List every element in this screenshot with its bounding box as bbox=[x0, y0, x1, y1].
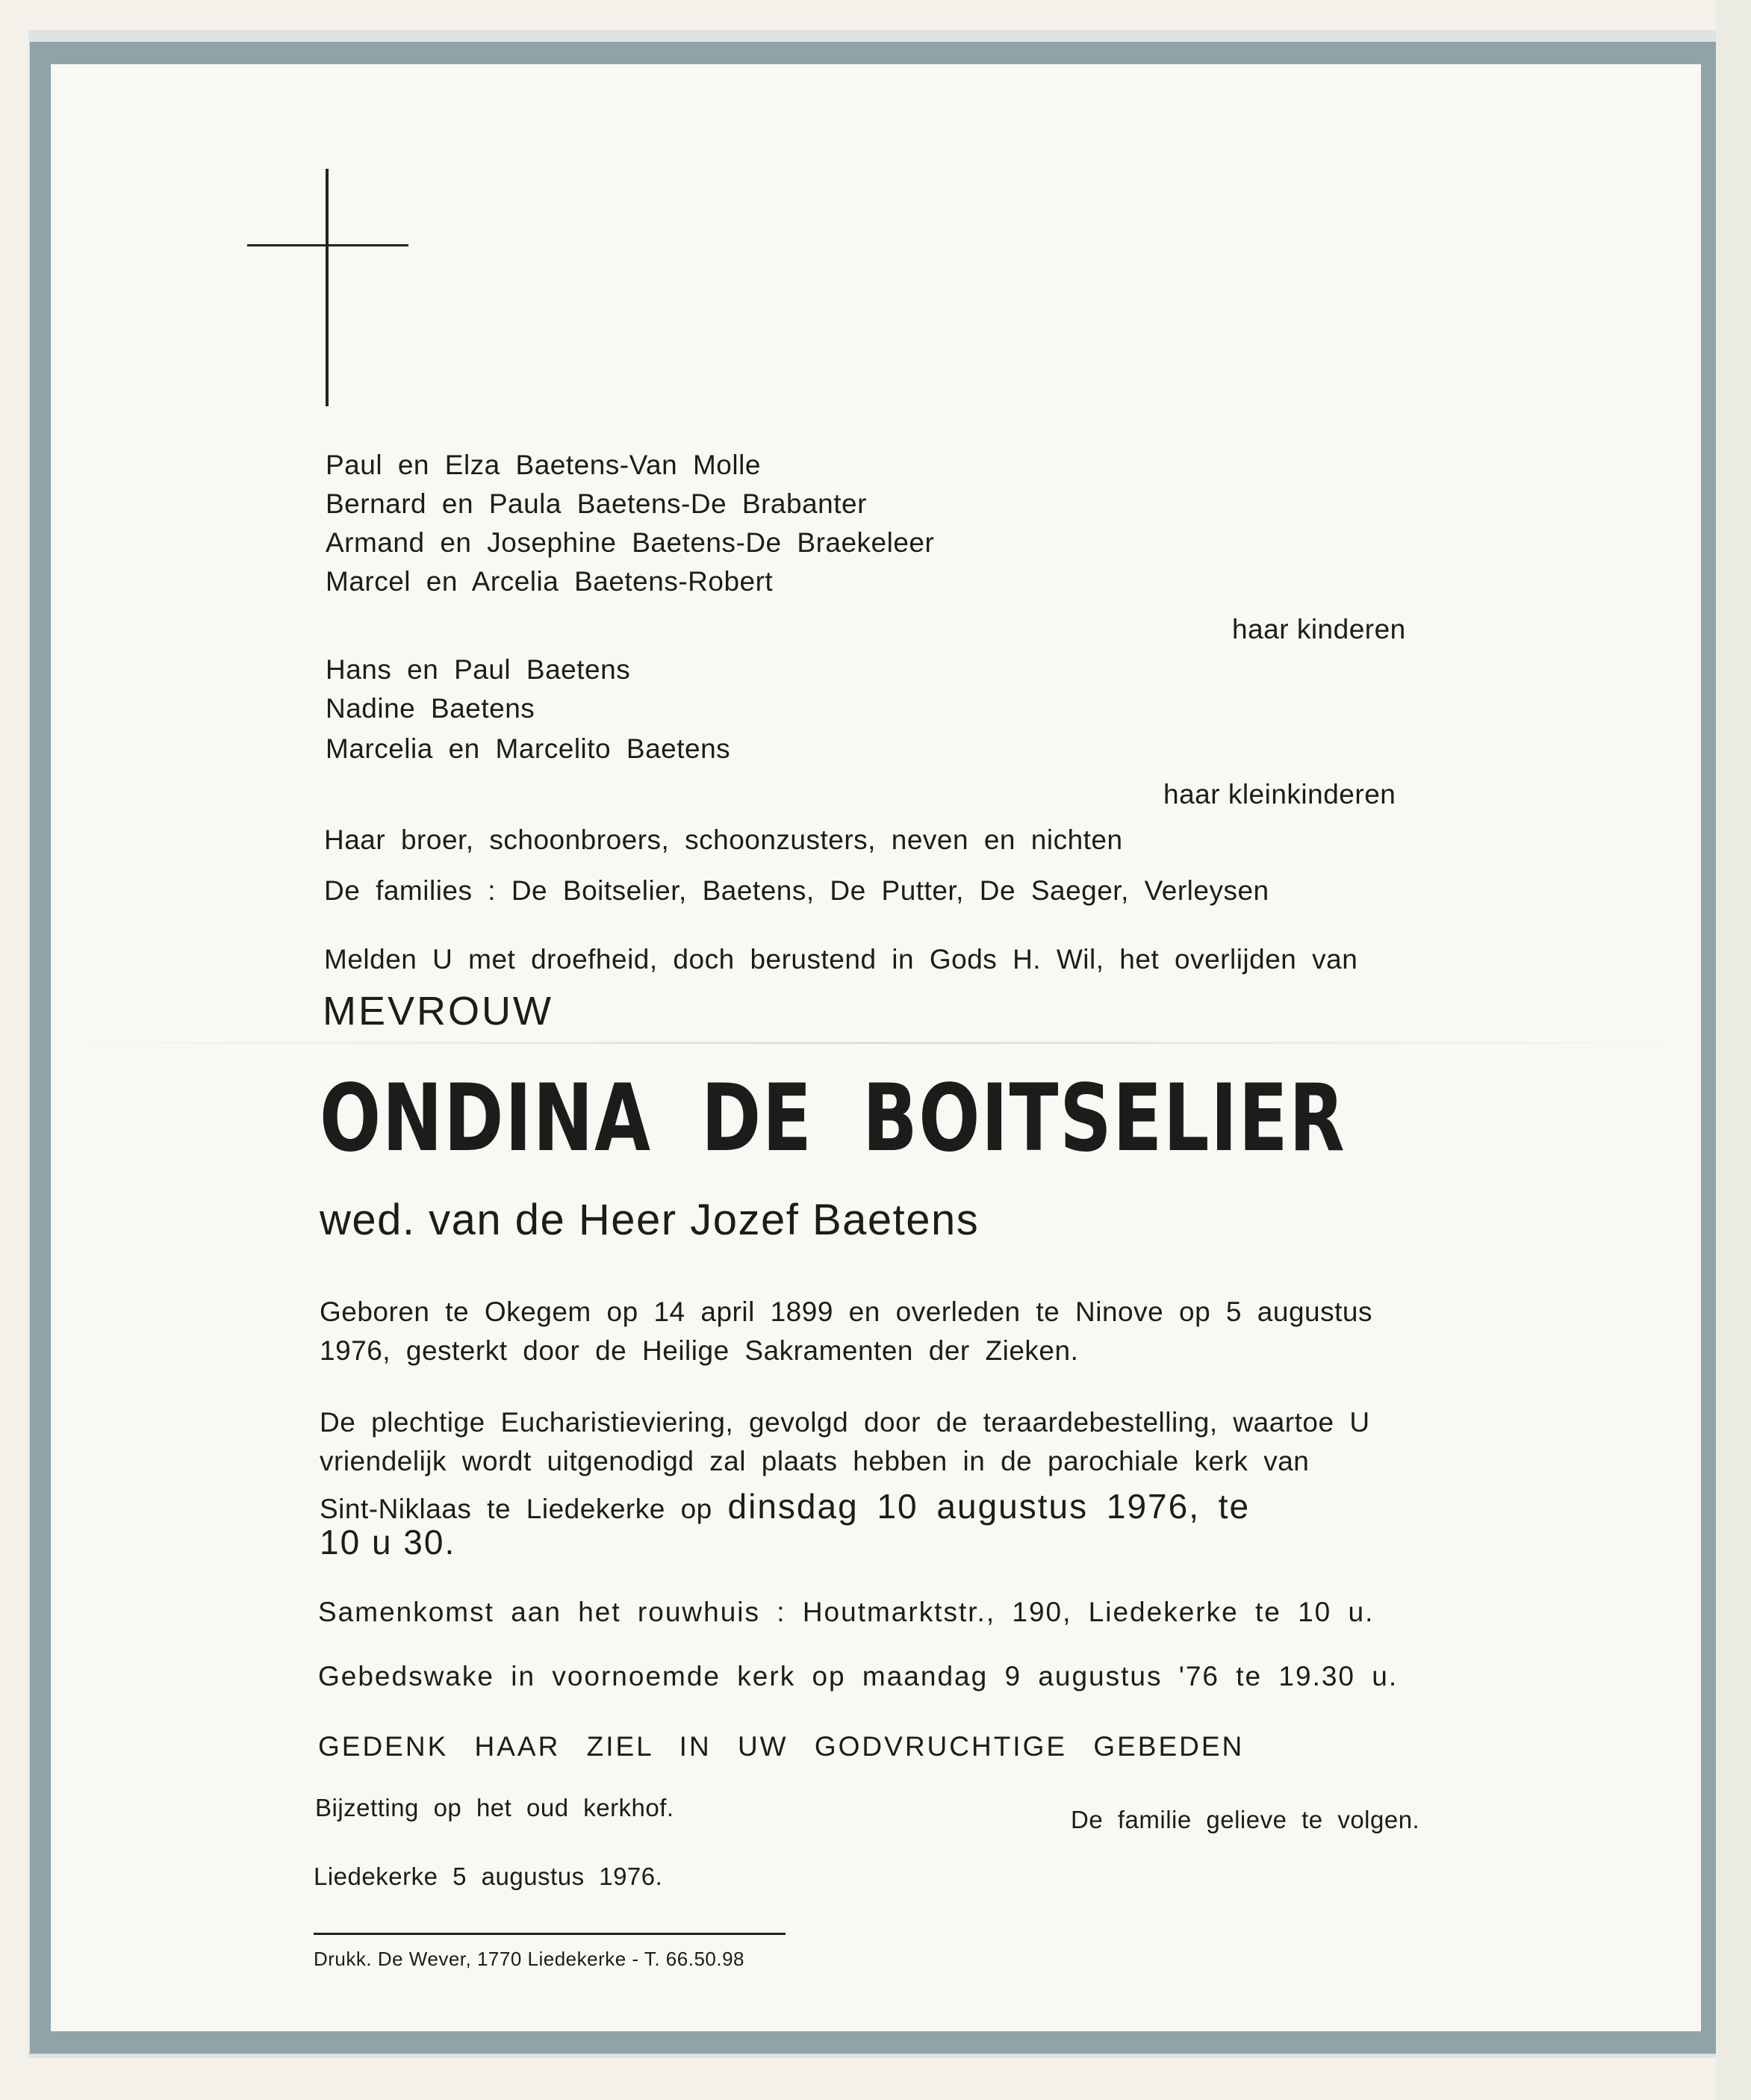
service-date: dinsdag 10 augustus 1976, te bbox=[727, 1487, 1251, 1526]
footer-rule bbox=[314, 1933, 786, 1935]
burial-line: Bijzetting op het oud kerkhof. bbox=[315, 1794, 674, 1821]
deceased-name: ONDINA DE BOITSELIER bbox=[320, 1065, 1346, 1172]
grandchild-line-2: Nadine Baetens bbox=[326, 693, 535, 724]
birth-line-2: 1976, gesterkt door de Heilige Sakramenten der Zieken. bbox=[320, 1335, 1079, 1366]
relatives-line: Haar broer, schoonbroers, schoonzusters, neven en nichten bbox=[324, 824, 1123, 855]
announcement: Melden U met droefheid, doch berustend in Gods H. Wil, het overlijden van bbox=[324, 944, 1358, 975]
service-line-3 bbox=[320, 1486, 1250, 1526]
service-line-2: vriendelijk wordt uitgenodigd zal plaats hebben in de parochiale kerk van bbox=[320, 1446, 1310, 1476]
printer-credit: Drukk. De Wever, 1770 Liedekerke - T. 66.50.98 bbox=[314, 1948, 745, 1970]
vigil-line: Gebedswake in voornoemde kerk op maandag 9 augustus '76 te 19.30 u. bbox=[318, 1661, 1399, 1692]
fold-crease bbox=[51, 1042, 1701, 1044]
title-mevrouw: MEVROUW bbox=[323, 989, 553, 1034]
child-line-4: Marcel en Arcelia Baetens-Robert bbox=[326, 566, 774, 597]
service-time: 10 u 30. bbox=[320, 1523, 456, 1562]
birth-line-1: Geboren te Okegem op 14 april 1899 en overleden te Ninove op 5 augustus bbox=[320, 1296, 1372, 1327]
grandchild-line-3: Marcelia en Marcelito Baetens bbox=[326, 733, 731, 764]
children-label: haar kinderen bbox=[1232, 614, 1406, 644]
grandchildren-label: haar kleinkinderen bbox=[1163, 779, 1396, 810]
child-line-2: Bernard en Paula Baetens-De Brabanter bbox=[326, 488, 867, 519]
widow-of: wed. van de Heer Jozef Baetens bbox=[320, 1196, 980, 1244]
meeting-line: Samenkomst aan het rouwhuis : Houtmarktstr., 190, Liedekerke te 10 u. bbox=[318, 1597, 1375, 1627]
remember-line: GEDENK HAAR ZIEL IN UW GODVRUCHTIGE GEBEDEN bbox=[318, 1731, 1245, 1762]
child-line-1: Paul en Elza Baetens-Van Molle bbox=[326, 450, 761, 480]
families-line: De families : De Boitselier, Baetens, De Putter, De Saeger, Verleysen bbox=[324, 875, 1269, 906]
card-fold-edge bbox=[1716, 0, 1751, 2100]
follow-line: De familie gelieve te volgen. bbox=[1071, 1806, 1420, 1833]
grandchild-line-1: Hans en Paul Baetens bbox=[326, 654, 631, 685]
service-line-3-prefix: Sint-Niklaas te Liedekerke op bbox=[320, 1494, 712, 1524]
place-date: Liedekerke 5 augustus 1976. bbox=[314, 1863, 663, 1890]
child-line-3: Armand en Josephine Baetens-De Braekeleer bbox=[326, 527, 935, 558]
service-line-1: De plechtige Eucharistieviering, gevolgd door de teraardebestelling, waartoe U bbox=[320, 1407, 1370, 1438]
